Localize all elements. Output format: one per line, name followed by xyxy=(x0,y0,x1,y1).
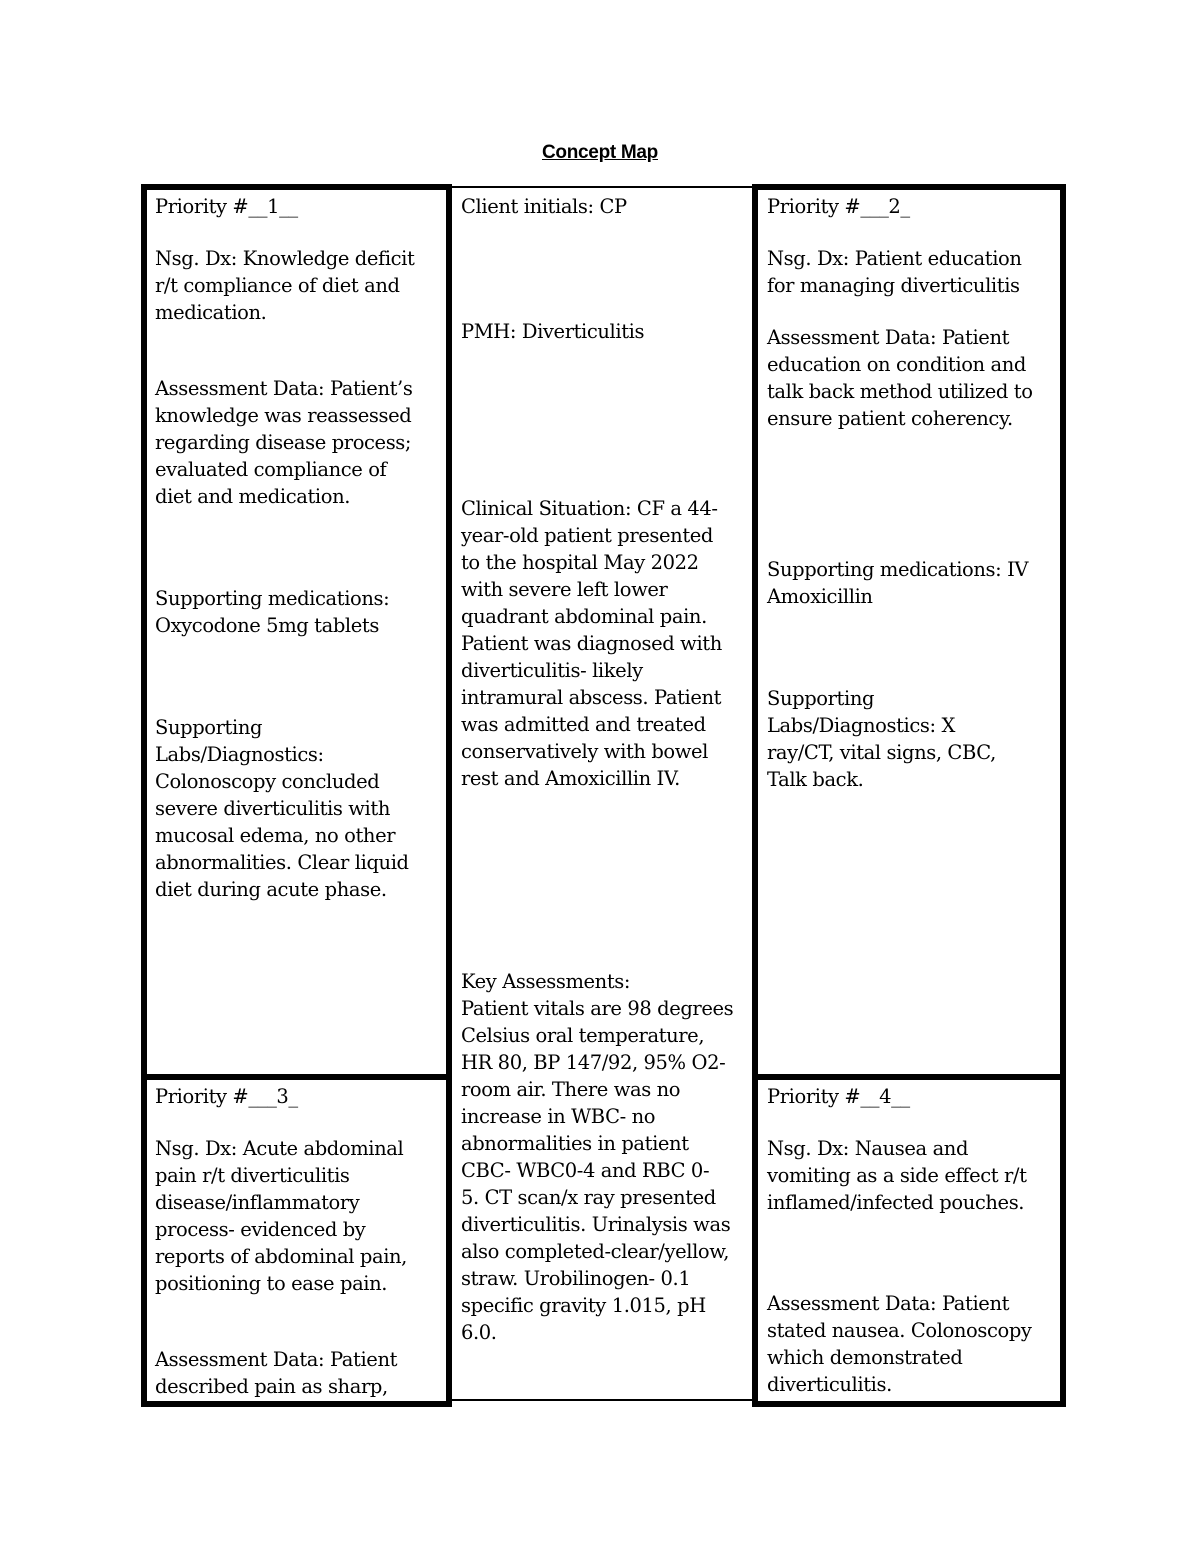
priority-2-label: Priority #___2_ xyxy=(767,195,910,218)
priority-2-nsg-dx: Nsg. Dx: Patient education for managing diverticulitis xyxy=(767,247,1022,297)
key-assessments: Key Assessments: Patient vitals are 98 degrees Celsius oral temperature, HR 80, BP 147/92, 95% O2- room air. There was no increase in WBC- no abnormalities in patient CBC- WBC0-4 and RBC 0- 5. CT scan/x ray presented diverticulitis. Urinalysis was also completed-clear/yellow, straw. Urobilinogen- 0.1 specific gravity 1.015, pH 6.0. xyxy=(461,970,734,1344)
priority-2-box xyxy=(752,184,1066,1080)
priority-3-assessment: Assessment Data: Patient described pain as sharp, xyxy=(155,1348,398,1398)
priority-1-medications: Supporting medications: Oxycodone 5mg tablets xyxy=(155,587,390,637)
priority-2-assessment: Assessment Data: Patient education on condition and talk back method utilized to ensure patient coherency. xyxy=(767,326,1033,430)
priority-2-medications: Supporting medications: IV Amoxicillin xyxy=(767,558,1029,608)
priority-3-label: Priority #___3_ xyxy=(155,1085,298,1108)
page-title: Concept Map xyxy=(542,142,658,163)
priority-1-nsg-dx: Nsg. Dx: Knowledge deficit r/t compliance of diet and medication. xyxy=(155,247,415,324)
past-medical-history: PMH: Diverticulitis xyxy=(461,320,645,343)
priority-4-assessment: Assessment Data: Patient stated nausea. Colonoscopy which demonstrated diverticulitis. xyxy=(767,1292,1032,1396)
priority-4-nsg-dx: Nsg. Dx: Nausea and vomiting as a side effect r/t inflamed/infected pouches. xyxy=(767,1137,1027,1214)
priority-4-label: Priority #__4__ xyxy=(767,1085,910,1108)
clinical-situation: Clinical Situation: CF a 44- year-old patient presented to the hospital May 2022 with severe left lower quadrant abdominal pain. Patient was diagnosed with diverticulitis- likely intramural abscess. Patient was admitted and treated conservatively with bowel rest and Amoxicillin IV. xyxy=(461,497,722,790)
priority-1-label: Priority #__1__ xyxy=(155,195,298,218)
client-initials: Client initials: CP xyxy=(461,195,627,218)
priority-1-assessment: Assessment Data: Patient’s knowledge was reassessed regarding disease process; evaluated compliance of diet and medication. xyxy=(155,377,413,508)
priority-3-nsg-dx: Nsg. Dx: Acute abdominal pain r/t diverticulitis disease/inflammatory process- evidenced by reports of abdominal pain, positioning to ease pain. xyxy=(155,1137,407,1295)
priority-2-labs: Supporting Labs/Diagnostics: X ray/CT, vital signs, CBC, Talk back. xyxy=(767,687,996,791)
priority-1-labs: Supporting Labs/Diagnostics: Colonoscopy concluded severe diverticulitis with mucosal edema, no other abnormalities. Clear liquid diet during acute phase. xyxy=(155,716,409,901)
